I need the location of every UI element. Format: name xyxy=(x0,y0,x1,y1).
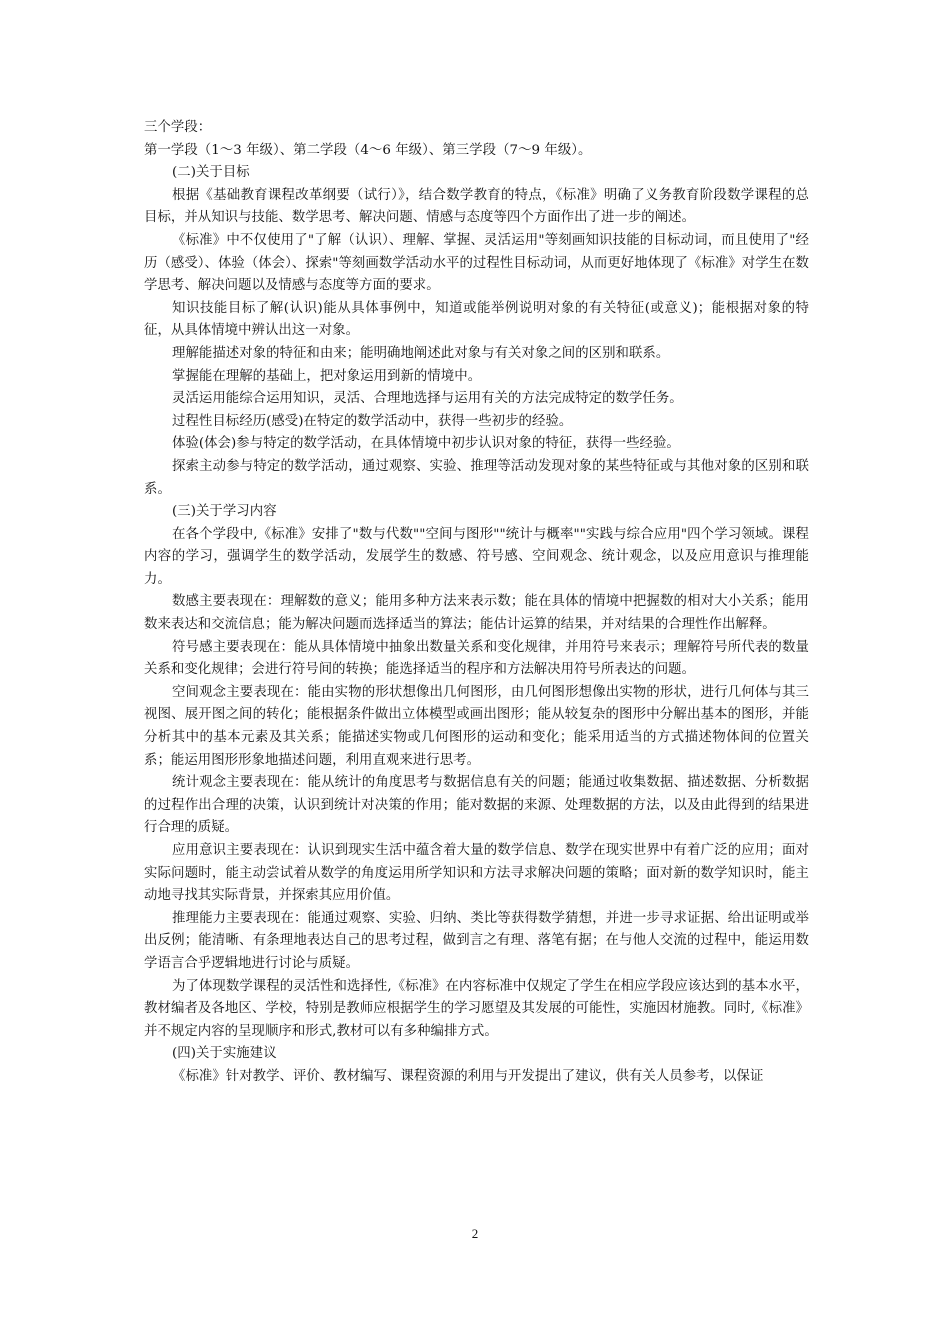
goals-paragraph-3: 知识技能目标了解(认识)能从具体事例中，知道或能举例说明对象的有关特征(或意义)；能根据对象的特征，从具体情境中辨认出这一对象。 xyxy=(144,300,809,339)
content-paragraph-7: 推理能力主要表现在：能通过观察、实验、归纳、类比等获得数学猜想，并进一步寻求证据、给出证明或举出反例；能清晰、有条理地表达自己的思考过程，做到言之有理、落笔有据；在与他人交流的过程中，能运用数学语言合乎逻辑地进行讨论与质疑。 xyxy=(144,910,809,971)
goals-paragraph-7: 过程性目标经历(感受)在特定的数学活动中，获得一些初步的经验。 xyxy=(172,413,573,429)
page-number: 2 xyxy=(471,1226,479,1241)
content-paragraph-8: 为了体现数学课程的灵活性和选择性,《标准》在内容标准中仅规定了学生在相应学段应该达到的基本水平，教材编者及各地区、学校，特别是教师应根据学生的学习愿望及其发展的可能性，实施因材施教。同时,《标准》并不规定内容的呈现顺序和形式,教材可以有多种编排方式。 xyxy=(144,978,809,1039)
goals-paragraph-4: 理解能描述对象的特征和由来；能明确地阐述此对象与有关对象之间的区别和联系。 xyxy=(172,345,670,361)
content-heading: (三)关于学习内容 xyxy=(172,504,277,520)
implementation-paragraph-1: 《标准》针对教学、评价、教材编写、课程资源的利用与开发提出了建议，供有关人员参考，以保证 xyxy=(172,1068,764,1084)
content-paragraph-5: 统计观念主要表现在：能从统计的角度思考与数据信息有关的问题；能通过收集数据、描述数据、分析数据的过程作出合理的决策，认识到统计对决策的作用；能对数据的来源、处理数据的方法，以及由此得到的结果进行合理的质疑。 xyxy=(144,775,809,836)
content-paragraph-4: 空间观念主要表现在：能由实物的形状想像出几何图形，由几何图形想像出实物的形状，进行几何体与其三视图、展开图之间的转化；能根据条件做出立体模型或画出图形；能从较复杂的图形中分解出基本的图形，并能分析其中的基本元素及其关系；能描述实物或几何图形的运动和变化；能采用适当的方式描述物体间的位置关系；能运用图形形象地描述问题，利用直观来进行思考。 xyxy=(144,684,809,768)
stages-intro-line: 三个学段： xyxy=(144,120,212,135)
goals-paragraph-8: 体验(体会)参与特定的数学活动，在具体情境中初步认识对象的特征，获得一些经验。 xyxy=(172,436,680,452)
document-body xyxy=(144,117,809,1089)
stages-list-line: 第一学段（1～3 年级）、第二学段（4～6 年级）、第三学段（7～9 年级）。 xyxy=(144,142,592,158)
goals-paragraph-6: 灵活运用能综合运用知识，灵活、合理地选择与运用有关的方法完成特定的数学任务。 xyxy=(172,391,683,407)
content-paragraph-3: 符号感主要表现在：能从具体情境中抽象出数量关系和变化规律，并用符号来表示；理解符号所代表的数量关系和变化规律；会进行符号间的转换；能选择适当的程序和方法解决用符号所表达的问题。 xyxy=(144,639,809,678)
content-paragraph-6: 应用意识主要表现在：认识到现实生活中蕴含着大量的数学信息、数学在现实世界中有着广泛的应用；面对实际问题时，能主动尝试着从数学的角度运用所学知识和方法寻求解决问题的策略；面对新的数学知识时，能主动地寻找其实际背景，并探索其应用价值。 xyxy=(144,843,809,904)
goals-paragraph-2: 《标准》中不仅使用了"了解（认识）、理解、掌握、灵活运用"等刻画知识技能的目标动词，而且使用了"经历（感受）、体验（体会）、探索"等刻画数学活动水平的过程性目标动词，从而更好地体现了《标准》对学生在数学思考、解决问题以及情感与态度等方面的要求。 xyxy=(144,232,809,294)
goals-heading: (二)关于目标 xyxy=(172,165,250,181)
goals-paragraph-1: 根据《基础教育课程改革纲要（试行）》，结合数学教育的特点，《标准》明确了义务教育阶段数学课程的总目标，并从知识与技能、数学思考、解决问题、情感与态度等四个方面作出了进一步的阐述。 xyxy=(144,187,809,226)
implementation-heading: (四)关于实施建议 xyxy=(172,1046,277,1062)
goals-paragraph-9: 探索主动参与特定的数学活动，通过观察、实验、推理等活动发现对象的某些特征或与其他对象的区别和联系。 xyxy=(144,458,809,497)
content-paragraph-1: 在各个学段中,《标准》安排了"数与代数""空间与图形""统计与概率""实践与综合应用"四个学习领域。课程内容的学习，强调学生的数学活动，发展学生的数感、符号感、空间观念、统计观念，以及应用意识与推理能力。 xyxy=(144,526,809,587)
goals-paragraph-5: 掌握能在理解的基础上，把对象运用到新的情境中。 xyxy=(172,368,482,384)
content-paragraph-2: 数感主要表现在：理解数的意义；能用多种方法来表示数；能在具体的情境中把握数的相对大小关系；能用数来表达和交流信息；能为解决问题而选择适当的算法；能估计运算的结果，并对结果的合理性作出解释。 xyxy=(144,594,809,633)
